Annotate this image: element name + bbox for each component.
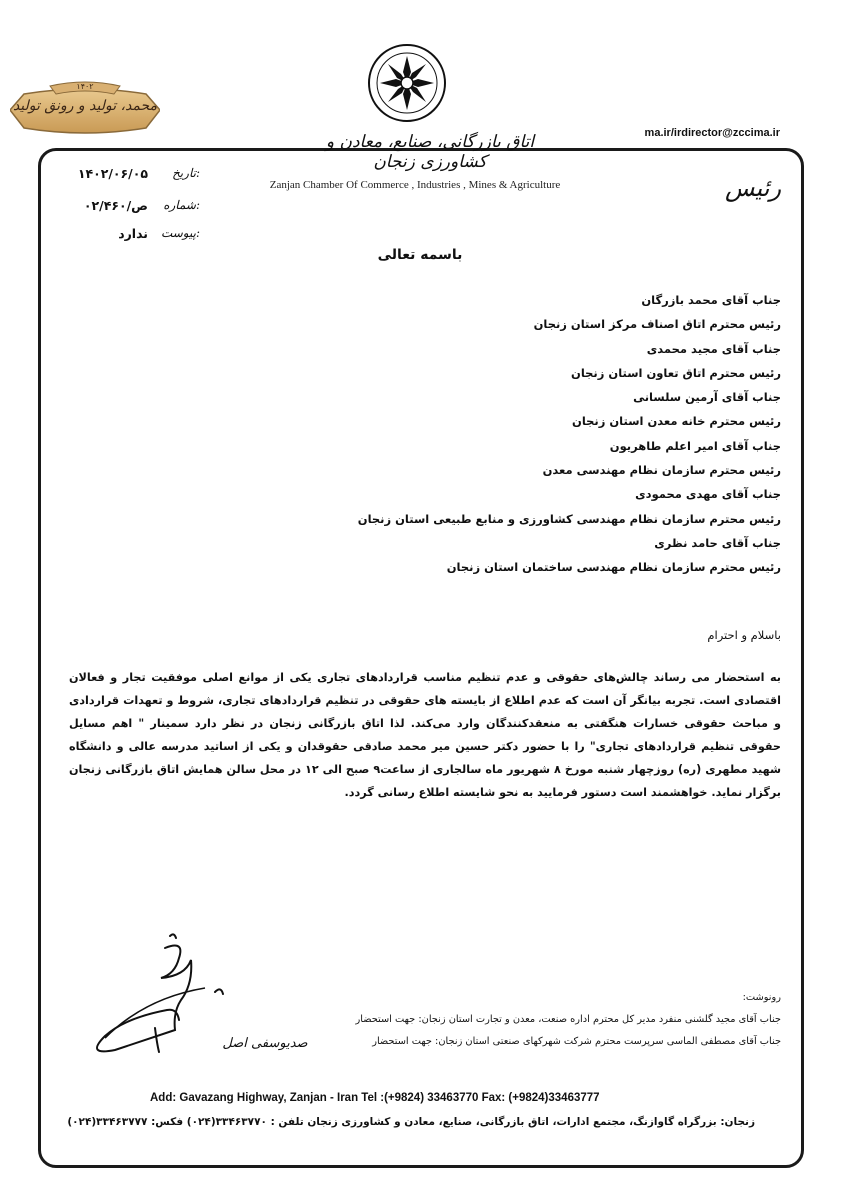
number-label: شماره: (163, 198, 200, 212)
badge-year: ۱۴۰۲ (76, 82, 94, 91)
date-value: ۱۴۰۲/۰۶/۰۵ (77, 166, 148, 181)
attachment-label: پیوست: (160, 226, 200, 240)
recipient-line: رئیس محترم سازمان نظام مهندسی کشاورزی و منابع طبیعی استان زنجان (357, 511, 781, 526)
date-label: تاریخ: (172, 166, 200, 180)
footer-address-persian: زنجان: بزرگراه گاوازنگ، مجتمع ادارات، اتاق بازرگانی، صنایع، معادن و کشاورزی زنجان تلفن : ۳۳۴۶۳۷۷۰(۰۲۴) فکس: ۳۳۴۶۳۷۷۷(۰۲۴) (67, 1116, 755, 1128)
recipient-line: جناب آقای آرمین سلسانی (633, 390, 781, 405)
letter-body: به استحضار می رساند چالش‌های حقوقی و عدم تنظیم مناسب قراردادهای تجاری یکی از موانع اصلی موفقیت تجار و فعالان اقتصادی است. تجربه بیانگر آن است که عدم اطلاع از بایسته های حقوقی در تنظیم قراردادهای تجاری، شروط و تعهدات قراردادی و مباحث حقوقی خسارات هنگفتی به منعقدکنندگان وارد می‌کند. لذا اتاق بازرگانی زنجان در نظر دارد سمینار " اهم مسایل حقوقی تنظیم قراردادهای تجاری" را با حضور دکتر حسین میر محمد صادقی حقوقدان و یکی از اساتید مدرسه عالی و دانشگاه شهید مطهری (ره) روزچهار شنبه مورخ ۸ شهریور ماه سالجاری از ساعت۹ صبح الی ۱۲ در محل سالن همایش اتاق بازرگانی زنجان برگزار نماید. خواهشمند است دستور فرمایید به نحو شایسته اطلاع رسانی گردد. (69, 671, 781, 799)
chamber-name-english: Zanjan Chamber Of Commerce , Industries , Mines & Agriculture (269, 179, 561, 191)
chamber-name-persian: اتاق بازرگانی، صنایع، معادن و کشاورزی زنجان (325, 132, 535, 172)
recipient-line: جناب آقای محمد بازرگان (641, 293, 781, 307)
cc-block (301, 987, 781, 1053)
recipient-line: جناب آقای مجید محمدی (646, 341, 781, 356)
badge-slogan: محمد، تولید و رونق تولید (12, 98, 158, 114)
recipient-line: جناب آقای مهدی محمودی (635, 487, 781, 502)
recipient-line: رئیس محترم اتاق اصناف مرکز استان زنجان (533, 317, 781, 332)
recipient-line: جناب آقای حامد نظری (654, 535, 781, 550)
footer-address-english: Add: Gavazang Highway, Zanjan - Iran Tel :(+9824) 33463770 Fax: (+9824)33463777 (150, 1092, 600, 1104)
signature-icon (95, 928, 325, 1078)
cc-line: جناب آقای مجید گلشنی منفرد مدیر کل محترم اداره صنعت، معدن و تجارت استان زنجان: جهت استحضار (355, 1014, 781, 1025)
cc-line: جناب آقای مصطفی الماسی سرپرست محترم شرکت شهرکهای صنعتی استان زنجان: جهت استحضار (372, 1036, 781, 1047)
cc-label: رونوشت: (742, 992, 781, 1003)
greeting: باسلام و احترام (707, 628, 781, 642)
number-value: ۰۲/۴۶۰/ص (83, 198, 148, 213)
chamber-logo-icon (366, 42, 448, 124)
recipient-line: رئیس محترم اتاق تعاون استان زنجان (571, 365, 781, 380)
recipient-line: رئیس محترم سازمان نظام مهندسی ساختمان استان زنجان (446, 560, 781, 575)
recipient-line: رئیس محترم خانه معدن استان زنجان (572, 414, 781, 429)
role-title: رئیس (724, 174, 782, 202)
signatory-name: صدیوسفی اصل (222, 1036, 308, 1051)
recipient-list (181, 288, 781, 580)
opening-invocation: باسمه تعالی (377, 247, 463, 263)
email-address: ma.ir/irdirector@zccima.ir (644, 127, 780, 139)
recipient-line: جناب آقای امیر اعلم طاهریون (609, 438, 781, 453)
slogan-badge (10, 80, 160, 146)
recipient-line: رئیس محترم سازمان نظام مهندسی معدن (542, 463, 781, 478)
attachment-value: ندارد (118, 226, 148, 241)
